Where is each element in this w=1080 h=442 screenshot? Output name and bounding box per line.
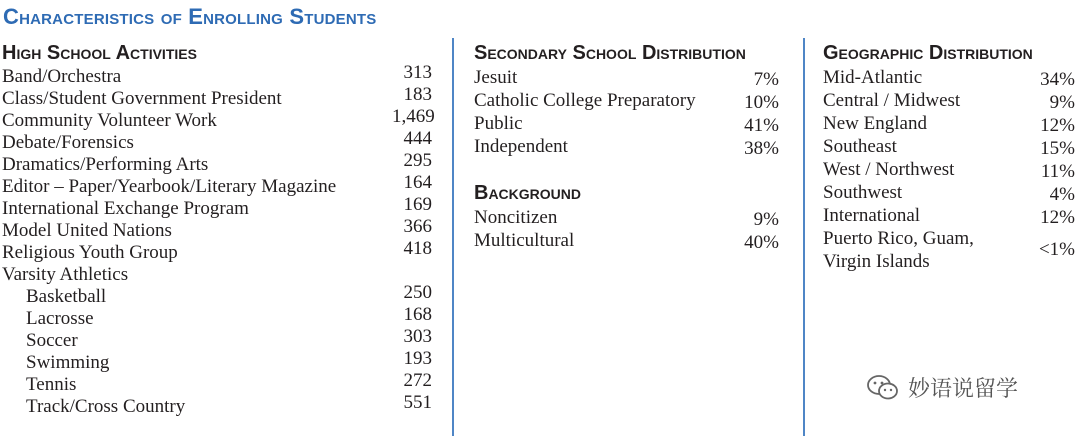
section-heading: High School Activities [2, 42, 197, 64]
watermark [866, 372, 1018, 403]
item-value: 15% [1040, 138, 1075, 159]
item-label: Religious Youth Group [2, 242, 178, 263]
item-label: Model United Nations [2, 220, 172, 241]
item-value: 183 [403, 84, 432, 105]
list-item [823, 112, 1075, 135]
item-label: Community Volunteer Work [2, 110, 217, 131]
item-value: 34% [1040, 69, 1075, 90]
list-item [823, 181, 1075, 204]
list-item [823, 89, 1075, 112]
item-label: Noncitizen [474, 207, 558, 228]
list-item [2, 172, 432, 198]
list-item [474, 135, 779, 158]
item-value: 418 [403, 238, 432, 259]
list-item [2, 84, 432, 110]
high-school-activities-section [2, 40, 435, 418]
item-value: 303 [403, 326, 432, 347]
list-item [474, 66, 779, 89]
item-value: 12% [1040, 207, 1075, 228]
item-value: 11% [1040, 161, 1075, 182]
item-label: Basketball [26, 286, 107, 307]
item-label: Mid-Atlantic [823, 67, 923, 88]
list-item [2, 348, 432, 374]
item-value: 10% [744, 92, 779, 113]
section-heading: Secondary School Distribution [474, 42, 746, 64]
item-label: Dramatics/Performing Arts [2, 154, 209, 175]
item-label: Public [474, 113, 523, 134]
item-value: 168 [403, 304, 432, 325]
item-label-line1: Puerto Rico, Guam, [823, 228, 974, 249]
item-value: 1,469 [392, 106, 435, 127]
item-label: Southeast [823, 136, 897, 157]
list-item [2, 238, 432, 264]
item-label: Independent [474, 136, 568, 157]
item-label: Swimming [26, 352, 110, 373]
item-value: 40% [744, 232, 779, 253]
item-label: Southwest [823, 182, 903, 203]
item-label: International [823, 205, 921, 226]
list-item [474, 112, 779, 135]
geographic-section [823, 40, 1075, 273]
section-heading: Background [474, 182, 581, 204]
item-value: 9% [753, 209, 779, 230]
item-value: <1% [1038, 239, 1075, 260]
item-value: 169 [403, 194, 432, 215]
list-item [2, 282, 432, 308]
list-item [2, 150, 432, 176]
item-value: 4% [1049, 184, 1075, 205]
item-label: Editor – Paper/Yearbook/Literary Magazine [2, 176, 337, 197]
item-value: 193 [403, 348, 432, 369]
item-value: 551 [403, 392, 432, 413]
item-value: 295 [403, 150, 432, 171]
list-item [2, 326, 432, 352]
list-item [2, 304, 432, 330]
item-label: Track/Cross Country [26, 396, 186, 417]
item-label: Tennis [26, 374, 77, 395]
list-item [2, 62, 432, 88]
item-label: Multicultural [474, 230, 575, 251]
item-value: 313 [403, 62, 432, 83]
item-value: 444 [403, 128, 432, 149]
item-label: Soccer [26, 330, 78, 351]
secondary-school-section [474, 40, 779, 252]
list-item [823, 204, 1075, 227]
item-value: 12% [1040, 115, 1075, 136]
item-value: 366 [403, 216, 432, 237]
column-divider [803, 38, 805, 436]
item-value: 38% [744, 138, 779, 159]
list-item [823, 227, 1075, 273]
item-label: International Exchange Program [2, 198, 249, 219]
list-item [823, 66, 1075, 89]
item-value: 272 [403, 370, 432, 391]
list-item [2, 106, 435, 132]
watermark-text: 妙语说留学 [908, 377, 1019, 402]
item-label: West / Northwest [823, 159, 955, 180]
item-value: 250 [403, 282, 432, 303]
item-label: Class/Student Government President [2, 88, 282, 109]
list-item [2, 216, 432, 242]
list-item [474, 206, 779, 229]
item-label: Debate/Forensics [2, 132, 134, 153]
page-title: Characteristics of Enrolling Students [3, 4, 377, 29]
item-label: Varsity Athletics [2, 264, 129, 285]
item-label: Central / Midwest [823, 90, 961, 111]
column-divider [452, 38, 454, 436]
list-item [2, 264, 432, 286]
list-item [2, 128, 432, 154]
list-item [2, 194, 432, 220]
item-label-line2: Virgin Islands [823, 251, 930, 272]
item-value: 164 [403, 172, 432, 193]
item-label: Jesuit [474, 67, 518, 88]
item-label: Catholic College Preparatory [474, 90, 696, 111]
list-item [823, 158, 1075, 181]
list-item [474, 89, 779, 112]
item-value: 9% [1049, 92, 1075, 113]
wechat-icon [866, 374, 900, 402]
item-value: 41% [744, 115, 779, 136]
section-heading: Geographic Distribution [823, 42, 1033, 64]
list-item [2, 370, 432, 396]
item-label: Lacrosse [26, 308, 94, 329]
item-label [823, 227, 974, 273]
item-label: New England [823, 113, 927, 134]
item-value: 7% [753, 69, 779, 90]
list-item [2, 392, 432, 418]
item-label: Band/Orchestra [2, 66, 122, 87]
list-item [474, 229, 779, 252]
list-item [823, 135, 1075, 158]
